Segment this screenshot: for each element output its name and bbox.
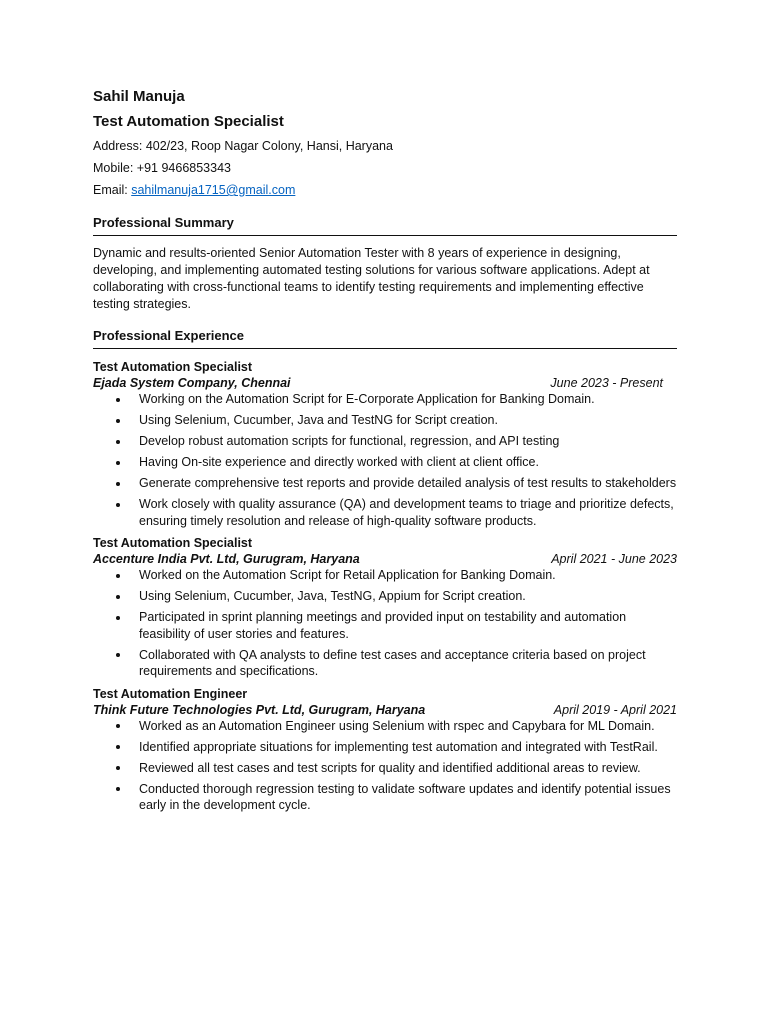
mobile-line [93, 157, 677, 179]
job-bullet: Participated in sprint planning meetings and provided input on testability and automation feasibility of user stories and features. [93, 609, 677, 642]
email-line [93, 179, 677, 201]
job-bullets [93, 718, 677, 814]
summary-text: Dynamic and results-oriented Senior Automation Tester with 8 years of experience in designing, developing, and implementing automated testing solutions for various software applications. Adept at collaborating with cross-functional teams to identify testing requirements and implementing effective testing strategies. [93, 246, 650, 311]
job-company: Ejada System Company, Chennai [93, 376, 291, 390]
address-value: 402/23, Roop Nagar Colony, Hansi, Haryana [145, 139, 393, 153]
job-meta [93, 375, 677, 391]
job-meta [93, 551, 677, 567]
resume-header [93, 86, 677, 201]
job-bullet: Generate comprehensive test reports and provide detailed analysis of test results to stakeholders [93, 475, 677, 492]
job-bullet: Identified appropriate situations for implementing test automation and integrated with TestRail. [93, 739, 677, 756]
summary-heading: Professional Summary [93, 214, 677, 236]
job-bullet: Working on the Automation Script for E-Corporate Application for Banking Domain. [93, 391, 677, 408]
job-bullet: Having On-site experience and directly worked with client at client office. [93, 454, 677, 471]
job-role: Test Automation Specialist [93, 536, 253, 550]
job-bullet: Develop robust automation scripts for functional, regression, and API testing [93, 433, 677, 450]
job-bullet: Conducted thorough regression testing to validate software updates and identify potential issues early in the development cycle. [93, 781, 677, 814]
job-bullet: Using Selenium, Cucumber, Java and TestNG for Script creation. [93, 412, 677, 429]
job-bullets [93, 567, 677, 680]
job-role: Test Automation Specialist [93, 360, 253, 374]
job-entry [93, 535, 677, 680]
job-meta [93, 702, 677, 718]
mobile-value: +91 9466853343 [136, 161, 231, 175]
job-bullet: Reviewed all test cases and test scripts for quality and identified additional areas to review. [93, 760, 677, 777]
job-bullet: Worked as an Automation Engineer using Selenium with rspec and Capybara for ML Domain. [93, 718, 677, 735]
job-bullet: Collaborated with QA analysts to define test cases and acceptance criteria based on project requirements and specifications. [93, 647, 677, 680]
job-dates: June 2023 - Present [550, 376, 663, 390]
experience-section [93, 327, 677, 814]
candidate-name: Sahil Manuja [93, 88, 185, 105]
summary-section [93, 214, 677, 313]
job-bullet: Using Selenium, Cucumber, Java, TestNG, Appium for Script creation. [93, 588, 677, 605]
job-bullet: Work closely with quality assurance (QA) and development teams to triage and prioritize defects, ensuring timely resolution and release of high-quality software products. [93, 496, 677, 529]
job-dates: April 2019 - April 2021 [553, 702, 677, 717]
address-label: Address: [93, 139, 146, 153]
experience-heading: Professional Experience [93, 327, 677, 349]
job-role: Test Automation Engineer [93, 686, 248, 701]
job-entry [93, 359, 677, 529]
job-bullet: Worked on the Automation Script for Retail Application for Banking Domain. [93, 567, 677, 584]
address-line [93, 135, 677, 157]
email-link[interactable]: sahilmanuja1715@gmail.com [131, 183, 296, 197]
resume-page [93, 86, 677, 818]
email-label: Email: [93, 183, 132, 197]
job-bullets [93, 391, 677, 529]
job-company: Think Future Technologies Pvt. Ltd, Gurugram, Haryana [93, 702, 426, 717]
job-dates: April 2021 - June 2023 [551, 552, 677, 566]
candidate-title: Test Automation Specialist [93, 113, 284, 130]
job-company: Accenture India Pvt. Ltd, Gurugram, Haryana [93, 552, 360, 566]
mobile-label: Mobile: [93, 161, 137, 175]
job-entry [93, 686, 677, 814]
